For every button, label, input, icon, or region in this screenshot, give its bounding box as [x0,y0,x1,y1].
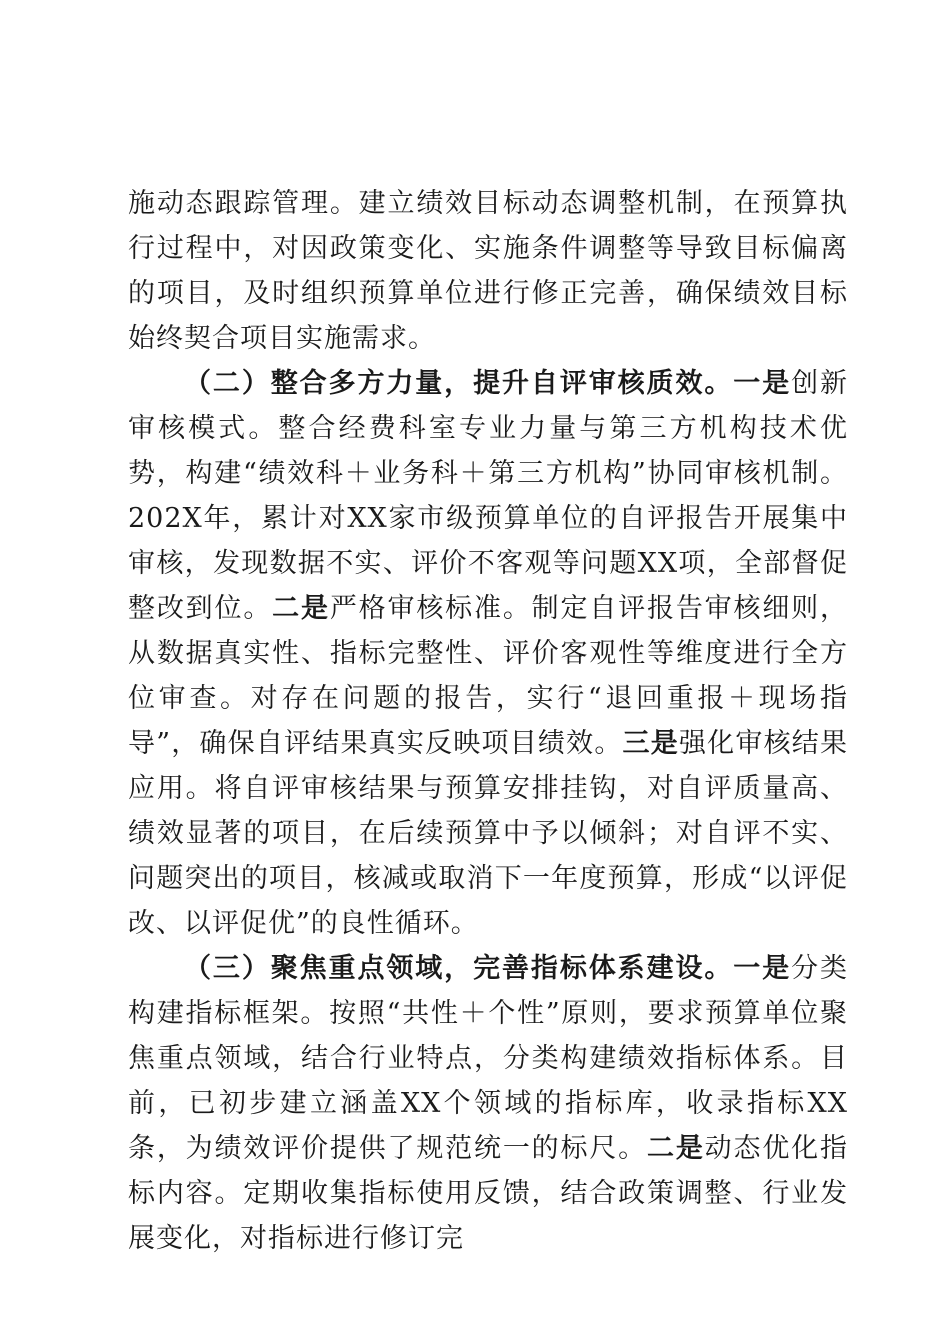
paragraph-text: 动态优化指标内容。定期收集指标使用反馈，结合政策调整、行业发展变化，对指标进行修订完 [128,1133,849,1254]
section-heading: （三）聚焦重点领域，完善指标体系建设。 [184,953,734,984]
point-marker: 三是 [622,728,679,759]
paragraph-text: 严格审核标准。制定自评报告审核细则，从数据真实性、指标完整性、评价客观性等维度进行全方位审查。对存在问题的报告，实行“退回重报＋现场指导”，确保自评结果真实反映项目绩效。 [128,593,849,759]
paragraph-text: 强化审核结果应用。将自评审核结果与预算安排挂钩，对自评质量高、绩效显著的项目，在后续预算中予以倾斜；对自评不实、问题突出的项目，核减或取消下一年度预算，形成“以评促改、以评促优”的良性循环。 [128,728,849,939]
paragraph-section-3 [128,946,848,1261]
point-marker: 一是 [733,368,792,399]
point-marker: 一是 [733,953,792,984]
paragraph-section-2 [128,361,848,946]
document-body [128,181,848,1261]
section-heading: （二）整合多方力量，提升自评审核质效。 [184,368,734,399]
paragraph-continuation [128,181,848,361]
paragraph-text: 施动态跟踪管理。建立绩效目标动态调整机制，在预算执行过程中，对因政策变化、实施条件调整等导致目标偏离的项目，及时组织预算单位进行修正完善，确保绩效目标始终契合项目实施需求。 [128,188,848,354]
point-marker: 二是 [647,1133,705,1164]
point-marker: 二是 [272,593,330,624]
paragraph-text: 分类构建指标框架。按照“共性＋个性”原则，要求预算单位聚焦重点领域，结合行业特点，分类构建绩效指标体系。目前，已初步建立涵盖XX个领域的指标库，收录指标XX条，为绩效评价提供了规范统一的标尺。 [128,953,849,1164]
paragraph-text: 创新审核模式。整合经费科室专业力量与第三方机构技术优势，构建“绩效科＋业务科＋第三方机构”协同审核机制。202X年，累计对XX家市级预算单位的自评报告开展集中审核，发现数据不实、评价不客观等问题XX项，全部督促整改到位。 [128,368,849,624]
